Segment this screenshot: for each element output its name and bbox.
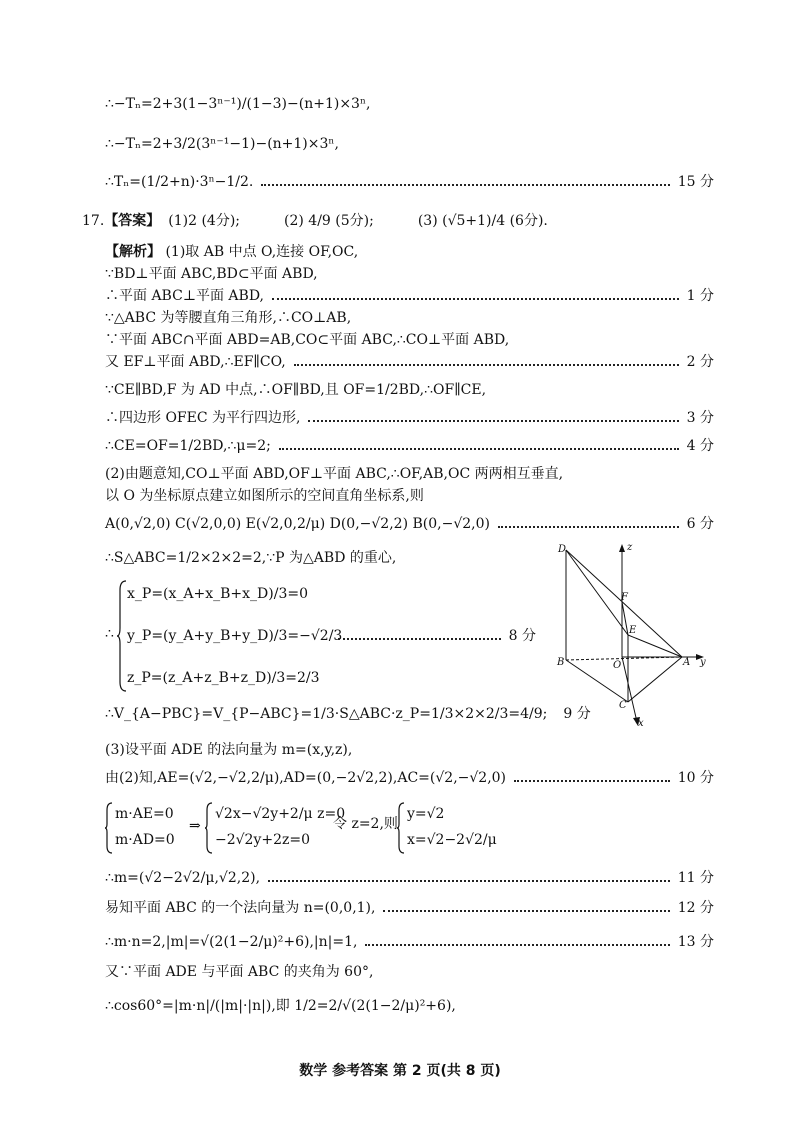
edge-DA	[566, 550, 682, 657]
substitution-text: 令 z=2,则	[333, 816, 398, 832]
leader-dots	[383, 910, 669, 912]
x-axis	[622, 657, 637, 722]
score-row	[105, 284, 714, 308]
label-z: z	[627, 542, 633, 553]
normal-vector-system	[105, 798, 565, 860]
label-y: y	[700, 657, 706, 668]
leader-dots	[294, 364, 679, 366]
analysis-text: ∴四边形 OFEC 为平行四边形,	[105, 410, 301, 426]
analysis-line	[105, 306, 351, 330]
edge-DE	[566, 550, 628, 635]
label-B: B	[557, 657, 565, 668]
analysis-line	[105, 378, 486, 402]
label-E: E	[629, 625, 637, 636]
score-points: 4 分	[686, 438, 714, 454]
label-F: F	[621, 592, 628, 603]
score-row	[105, 406, 714, 430]
left-brace-icon	[205, 802, 213, 854]
centroid-x: x_P=(x_A+x_B+x_D)/3=0	[127, 586, 309, 602]
therefore-symbol: ∴	[105, 626, 114, 642]
left-brace-icon	[117, 580, 127, 692]
analysis-text: 以 O 为坐标原点建立如图所示的空间直角坐标系,则	[105, 488, 424, 504]
coordinates-text: A(0,√2,0) C(√2,0,0) E(√2,0,2/μ) D(0,−√2,2) B(0,−√2,0)	[105, 516, 490, 532]
answer-tag: 【答案】	[104, 213, 161, 229]
analysis-text: ∴m=(√2−2√2/μ,√2,2),	[105, 870, 261, 886]
formula-text: ∴−Tₙ=2+3(1−3ⁿ⁻¹)/(1−3)−(n+1)×3ⁿ,	[105, 96, 371, 112]
left-brace-icon	[105, 802, 113, 854]
equation: x=√2−2√2/μ	[407, 832, 497, 848]
leader-dots	[514, 780, 670, 782]
formula-text: ∴Tₙ=(1/2+n)·3ⁿ−1/2.	[105, 174, 254, 190]
score-row	[105, 512, 714, 536]
analysis-text: ∴cos60°=|m·n|/(|m|·|n|),即 1/2=2/√(2(1−2/μ)²+6),	[105, 998, 456, 1014]
score-row	[105, 702, 591, 726]
answer-part: (3) (√5+1)/4 (6分).	[417, 213, 548, 229]
analysis-text: ∴m·n=2,|m|=√(2(1−2/μ)²+6),|n|=1,	[105, 934, 358, 950]
score-row	[105, 170, 714, 194]
equation: m·AE=0	[115, 806, 174, 822]
analysis-text: ∵BD⊥平面 ABC,BD⊂平面 ABD,	[105, 266, 318, 282]
analysis-line	[105, 960, 373, 984]
score-points: 9 分	[563, 706, 591, 722]
equation: −2√2y+2z=0	[215, 832, 311, 848]
edge-CA	[628, 657, 682, 702]
analysis-text: ∵△ABC 为等腰直角三角形,∴CO⊥AB,	[105, 310, 352, 326]
score-points: 15 分	[677, 174, 714, 190]
label-x: x	[638, 718, 644, 729]
score-row	[105, 866, 714, 890]
centroid-y: y_P=(y_A+y_B+y_D)/3=−√2/3	[127, 628, 343, 644]
analysis-text: ∵平面 ABC∩平面 ABD=AB,CO⊂平面 ABC,∴CO⊥平面 ABD,	[105, 332, 510, 348]
leader-dots	[261, 184, 669, 186]
analysis-text: 又 EF⊥平面 ABD,∴EF∥CO,	[105, 354, 286, 370]
score-points: 3 分	[686, 410, 714, 426]
score-points: 2 分	[686, 354, 714, 370]
analysis-text: ∴V_{A−PBC}=V_{P−ABC}=1/3·S△ABC·z_P=1/3×2×2/3=4/9;	[105, 706, 548, 722]
leader-dots	[279, 448, 679, 450]
score-row	[105, 350, 714, 374]
edge-EA	[628, 635, 682, 657]
score-points: 11 分	[677, 870, 714, 886]
analysis-text: ∴CE=OF=1/2BD,∴μ=2;	[105, 438, 271, 454]
score-row	[105, 930, 714, 954]
analysis-line	[105, 240, 358, 264]
score-points: 13 分	[677, 934, 714, 950]
centroid-z: z_P=(z_A+z_B+z_D)/3=2/3	[127, 670, 320, 686]
score-points: 6 分	[686, 516, 714, 532]
analysis-tag: 【解析】	[105, 244, 161, 260]
leader-dots	[268, 880, 670, 882]
equation: √2x−√2y+2/μ z=0	[215, 806, 346, 822]
analysis-text: ∴平面 ABC⊥平面 ABD,	[105, 288, 265, 304]
answer-part: (1)2 (4分);	[168, 213, 241, 229]
analysis-text: (3)设平面 ADE 的法向量为 m=(x,y,z),	[105, 742, 353, 758]
z-arrow-icon	[619, 544, 625, 552]
label-O: O	[613, 660, 622, 671]
answer-line	[82, 208, 548, 234]
analysis-text: ∵CE∥BD,F 为 AD 中点,∴OF∥BD,且 OF=1/2BD,∴OF∥CE,	[105, 382, 487, 398]
analysis-line	[105, 462, 563, 486]
leader-dots	[272, 298, 679, 300]
analysis-line	[105, 546, 396, 570]
answer-part: (2) 4/9 (5分);	[284, 213, 374, 229]
leader-dots	[338, 638, 501, 640]
analysis-text: (1)取 AB 中点 O,连接 OF,OC,	[165, 244, 359, 260]
formula-line	[105, 132, 339, 156]
score-row	[105, 766, 714, 790]
formula-text: ∴−Tₙ=2+3/2(3ⁿ⁻¹−1)−(n+1)×3ⁿ,	[105, 136, 339, 152]
analysis-line	[105, 262, 318, 286]
page-footer: 数学 参考答案 第 2 页(共 8 页)	[299, 1063, 501, 1079]
vectors-text: 由(2)知,AE=(√2,−√2,2/μ),AD=(0,−2√2,2),AC=(√2,−√2,0)	[105, 770, 507, 786]
question-number: 17.	[82, 213, 105, 229]
leader-dots	[365, 944, 669, 946]
implies-icon: ⇒	[189, 818, 201, 834]
left-brace-icon	[397, 802, 405, 854]
equation: m·AD=0	[115, 832, 175, 848]
coordinate-figure	[555, 540, 705, 730]
analysis-text: 易知平面 ABC 的一个法向量为 n=(0,0,1),	[105, 900, 376, 916]
equation: y=√2	[407, 806, 445, 822]
score-points: 1 分	[686, 288, 714, 304]
label-D: D	[558, 544, 567, 555]
score-row	[330, 624, 536, 648]
leader-dots	[498, 526, 679, 528]
label-C: C	[619, 700, 627, 711]
formula-line	[105, 92, 370, 116]
leader-dots	[308, 420, 678, 422]
label-A: A	[683, 657, 691, 668]
analysis-text: (2)由题意知,CO⊥平面 ABD,OF⊥平面 ABC,∴OF,AB,OC 两两相互垂直,	[105, 466, 564, 482]
score-points: 8 分	[508, 628, 536, 644]
analysis-line	[105, 738, 352, 762]
analysis-line	[105, 994, 456, 1018]
score-points: 12 分	[677, 900, 714, 916]
score-row	[105, 896, 714, 920]
score-row	[105, 434, 714, 458]
analysis-text: ∴S△ABC=1/2×2×2=2,∵P 为△ABD 的重心,	[105, 550, 397, 566]
analysis-line	[105, 328, 509, 352]
analysis-text: 又∵平面 ADE 与平面 ABC 的夹角为 60°,	[105, 964, 374, 980]
score-points: 10 分	[677, 770, 714, 786]
analysis-line	[105, 484, 424, 508]
